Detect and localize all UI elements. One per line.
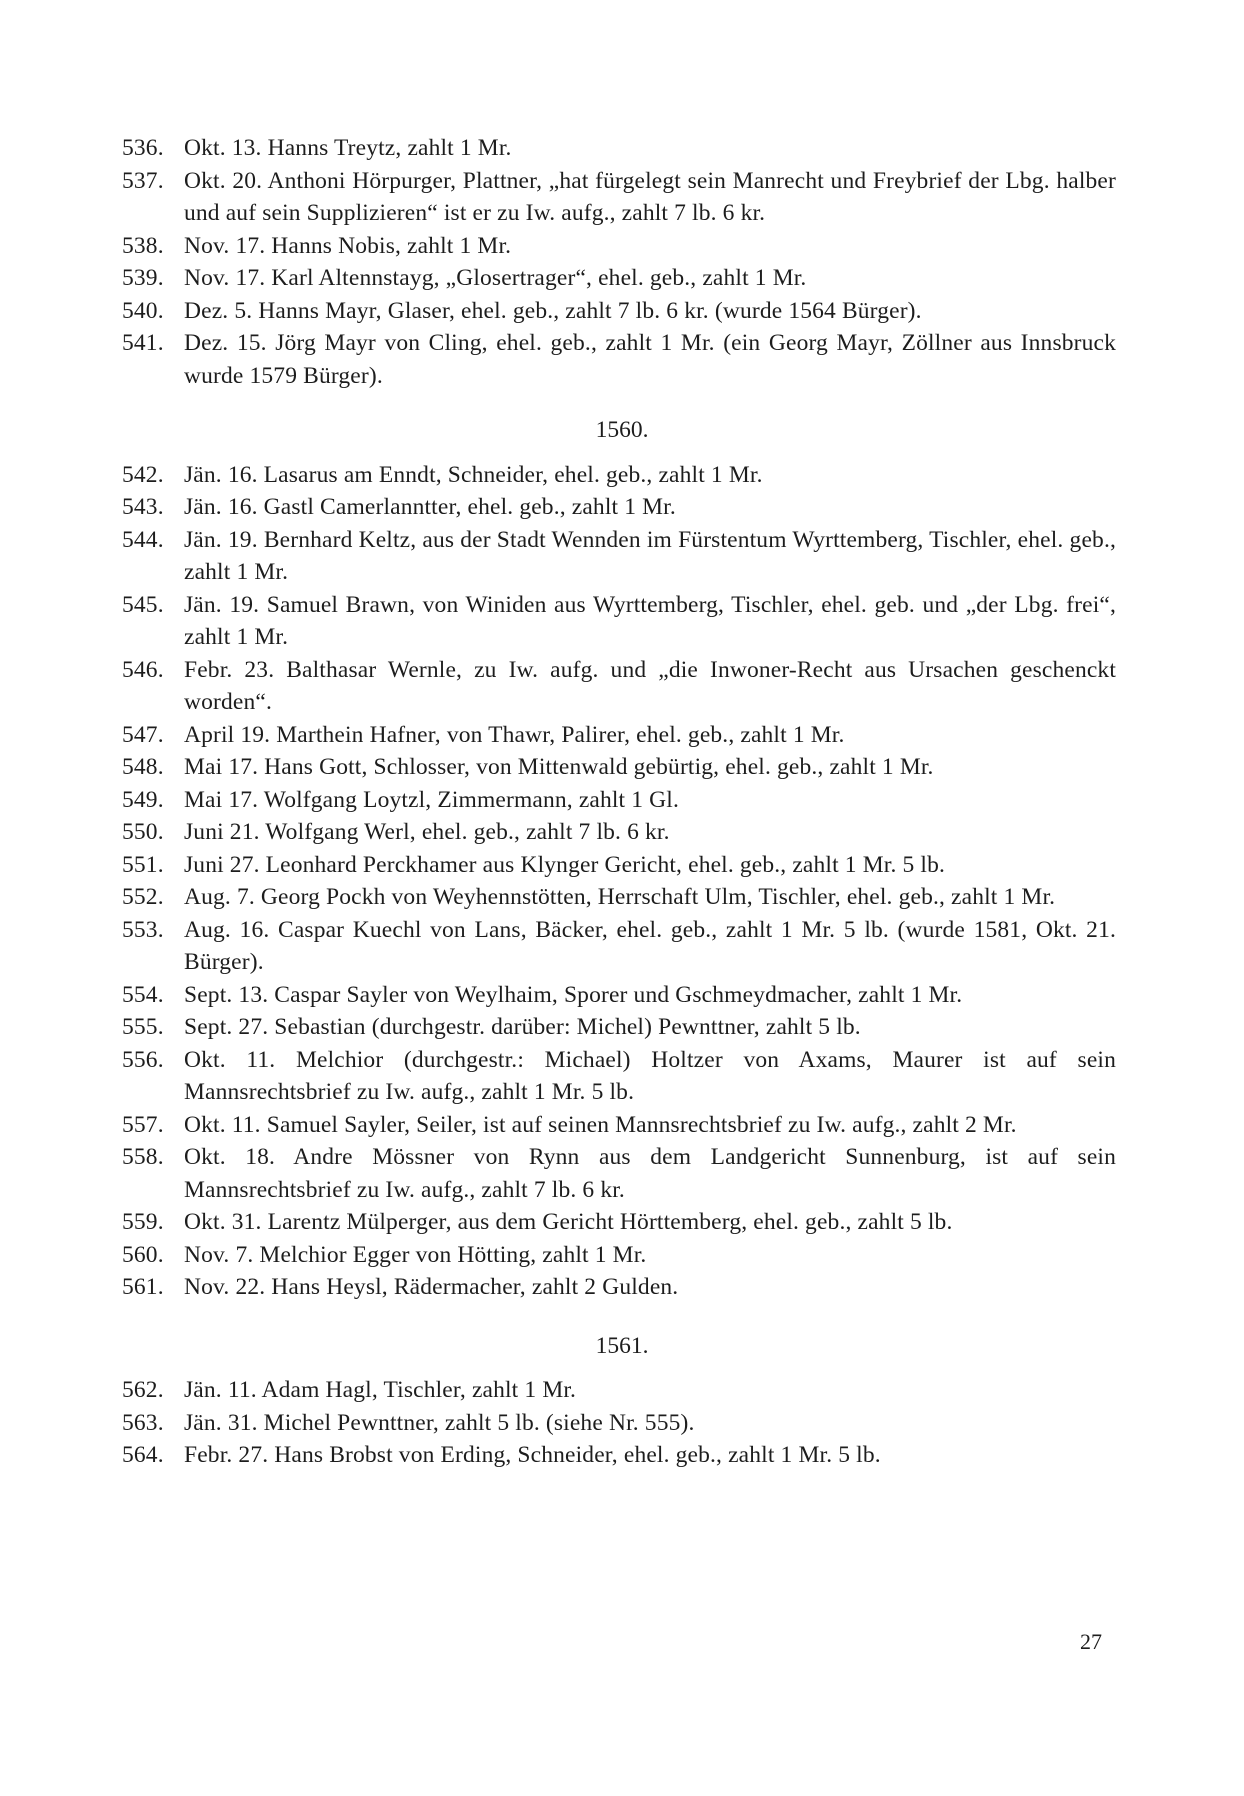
entry-text: Mai 17. Hans Gott, Schlosser, von Mittenwald gebürtig, ehel. geb., zahlt 1 Mr. (184, 754, 934, 780)
section-1561 (122, 1374, 1116, 1472)
entry-number: 542. (122, 461, 164, 488)
entry-number: 561. (122, 1274, 164, 1300)
list-item (122, 230, 1116, 263)
list-item (122, 1271, 1116, 1304)
entry-number: 544. (122, 526, 164, 553)
entry-text: Dez. 5. Hanns Mayr, Glaser, ehel. geb., zahlt 7 lb. 6 kr. (wurde 1564 Bürger). (184, 297, 922, 324)
entry-number: 555. (122, 1014, 164, 1040)
entry-text: Nov. 17. Karl Altennstayg, „Glosertrager“, ehel. geb., zahlt 1 Mr. (184, 265, 807, 291)
entry-text: Okt. 31. Larentz Mülperger, aus dem Gericht Hörttemberg, ehel. geb., zahlt 5 lb. (184, 1209, 953, 1235)
list-item (122, 524, 1116, 589)
entry-text: Jän. 11. Adam Hagl, Tischler, zahlt 1 Mr. (184, 1377, 577, 1403)
entry-number: 564. (122, 1442, 164, 1468)
document-body (122, 132, 1116, 1472)
entry-number: 557. (122, 1111, 164, 1138)
page-number: 27 (1080, 1629, 1102, 1654)
list-item (122, 784, 1116, 817)
entry-number: 537. (122, 167, 164, 194)
entry-text: Okt. 13. Hanns Treytz, zahlt 1 Mr. (184, 135, 512, 161)
year-heading: 1561. (595, 1332, 649, 1359)
year-heading: 1560. (595, 417, 649, 443)
entry-text: Jän. 19. Samuel Brawn, von Winiden aus Wyrttemberg, Tischler, ehel. geb. und „der Lbg. frei“, zahlt 1 Mr. (184, 591, 1116, 650)
entry-text: Febr. 23. Balthasar Wernle, zu Iw. aufg. und „die Inwoner-Recht aus Ursachen geschenckt worden“. (184, 656, 1116, 715)
entry-number: 551. (122, 851, 164, 878)
entry-text: Okt. 11. Melchior (durchgestr.: Michael) Holtzer von Axams, Maurer ist auf sein Mannsrechtsbrief zu Iw. aufg., zahlt 1 Mr. 5 lb. (184, 1046, 1116, 1105)
entry-text: Jän. 16. Lasarus am Enndt, Schneider, ehel. geb., zahlt 1 Mr. (184, 461, 763, 488)
entry-text: Febr. 27. Hans Brobst von Erding, Schneider, ehel. geb., zahlt 1 Mr. 5 lb. (184, 1442, 881, 1468)
entry-text: Juni 27. Leonhard Perckhamer aus Klynger Gericht, ehel. geb., zahlt 1 Mr. 5 lb. (184, 851, 946, 878)
entry-number: 543. (122, 494, 164, 520)
entry-number: 554. (122, 981, 164, 1008)
entry-number: 539. (122, 265, 164, 291)
list-item (122, 914, 1116, 979)
entry-number: 559. (122, 1209, 164, 1235)
entry-number: 552. (122, 884, 164, 910)
entry-number: 558. (122, 1144, 164, 1170)
section-1560 (122, 459, 1116, 1304)
list-item (122, 849, 1116, 882)
list-item (122, 1206, 1116, 1239)
list-item (122, 1141, 1116, 1206)
entry-number: 563. (122, 1409, 164, 1436)
entry-number: 560. (122, 1241, 164, 1268)
entry-text: Okt. 18. Andre Mössner von Rynn aus dem Landgericht Sunnenburg, ist auf sein Mannsrechtsbrief zu Iw. aufg., zahlt 7 lb. 6 kr. (184, 1144, 1116, 1203)
entry-text: Okt. 20. Anthoni Hörpurger, Plattner, „hat fürgelegt sein Manrecht und Freybrief der Lbg. halber und auf sein Supplizieren“ ist er zu Iw. aufg., zahlt 7 lb. 6 kr. (184, 167, 1116, 226)
list-item (122, 132, 1116, 165)
entry-text: Mai 17. Wolfgang Loytzl, Zimmermann, zahlt 1 Gl. (184, 786, 680, 813)
list-item (122, 1239, 1116, 1272)
entry-number: 538. (122, 232, 164, 259)
entry-text: Jän. 19. Bernhard Keltz, aus der Stadt Wennden im Fürstentum Wyrttemberg, Tischler, ehel. geb., zahlt 1 Mr. (184, 526, 1116, 585)
list-item (122, 719, 1116, 752)
entry-text: Dez. 15. Jörg Mayr von Cling, ehel. geb., zahlt 1 Mr. (ein Georg Mayr, Zöllner aus Innsbruck wurde 1579 Bürger). (184, 330, 1116, 389)
entry-text: Okt. 11. Samuel Sayler, Seiler, ist auf seinen Mannsrechtsbrief zu Iw. aufg., zahlt 2 Mr. (184, 1111, 1017, 1138)
entry-text: Jän. 31. Michel Pewnttner, zahlt 5 lb. (siehe Nr. 555). (184, 1409, 695, 1436)
list-item (122, 654, 1116, 719)
list-item (122, 979, 1116, 1012)
entry-text: April 19. Marthein Hafner, von Thawr, Palirer, ehel. geb., zahlt 1 Mr. (184, 721, 845, 748)
list-item (122, 491, 1116, 524)
entry-number: 545. (122, 591, 164, 618)
entry-text: Nov. 17. Hanns Nobis, zahlt 1 Mr. (184, 232, 512, 259)
list-item (122, 751, 1116, 784)
list-item (122, 881, 1116, 914)
entry-number: 541. (122, 330, 164, 356)
entry-number: 556. (122, 1046, 164, 1073)
entry-text: Jän. 16. Gastl Camerlanntter, ehel. geb., zahlt 1 Mr. (184, 494, 676, 520)
entry-number: 547. (122, 721, 164, 748)
entry-number: 536. (122, 135, 164, 161)
entry-text: Aug. 7. Georg Pockh von Weyhennstötten, Herrschaft Ulm, Tischler, ehel. geb., zahlt 1 Mr. (184, 884, 1056, 910)
entry-text: Juni 21. Wolfgang Werl, ehel. geb., zahlt 7 lb. 6 kr. (184, 819, 670, 845)
list-item (122, 589, 1116, 654)
list-item (122, 459, 1116, 492)
entry-text: Nov. 22. Hans Heysl, Rädermacher, zahlt 2 Gulden. (184, 1274, 679, 1300)
section-1559-continued (122, 132, 1116, 392)
list-item (122, 327, 1116, 392)
entry-number: 553. (122, 916, 164, 943)
entry-text: Nov. 7. Melchior Egger von Hötting, zahlt 1 Mr. (184, 1241, 647, 1268)
entry-number: 549. (122, 786, 164, 813)
entry-number: 540. (122, 297, 164, 324)
list-item (122, 262, 1116, 295)
entry-text: Aug. 16. Caspar Kuechl von Lans, Bäcker, ehel. geb., zahlt 1 Mr. 5 lb. (wurde 1581, Okt. 21. Bürger). (184, 916, 1116, 975)
entry-number: 548. (122, 754, 164, 780)
list-item (122, 1011, 1116, 1044)
entry-text: Sept. 27. Sebastian (durchgestr. darüber: Michel) Pewnttner, zahlt 5 lb. (184, 1014, 861, 1040)
entry-number: 562. (122, 1377, 164, 1403)
list-item (122, 1044, 1116, 1109)
list-item (122, 1109, 1116, 1142)
entry-number: 546. (122, 656, 164, 683)
list-item (122, 1439, 1116, 1472)
list-item (122, 1374, 1116, 1407)
list-item (122, 165, 1116, 230)
entry-number: 550. (122, 819, 164, 845)
entry-text: Sept. 13. Caspar Sayler von Weylhaim, Sporer und Gschmeydmacher, zahlt 1 Mr. (184, 981, 963, 1008)
list-item (122, 816, 1116, 849)
list-item (122, 295, 1116, 328)
list-item (122, 1407, 1116, 1440)
